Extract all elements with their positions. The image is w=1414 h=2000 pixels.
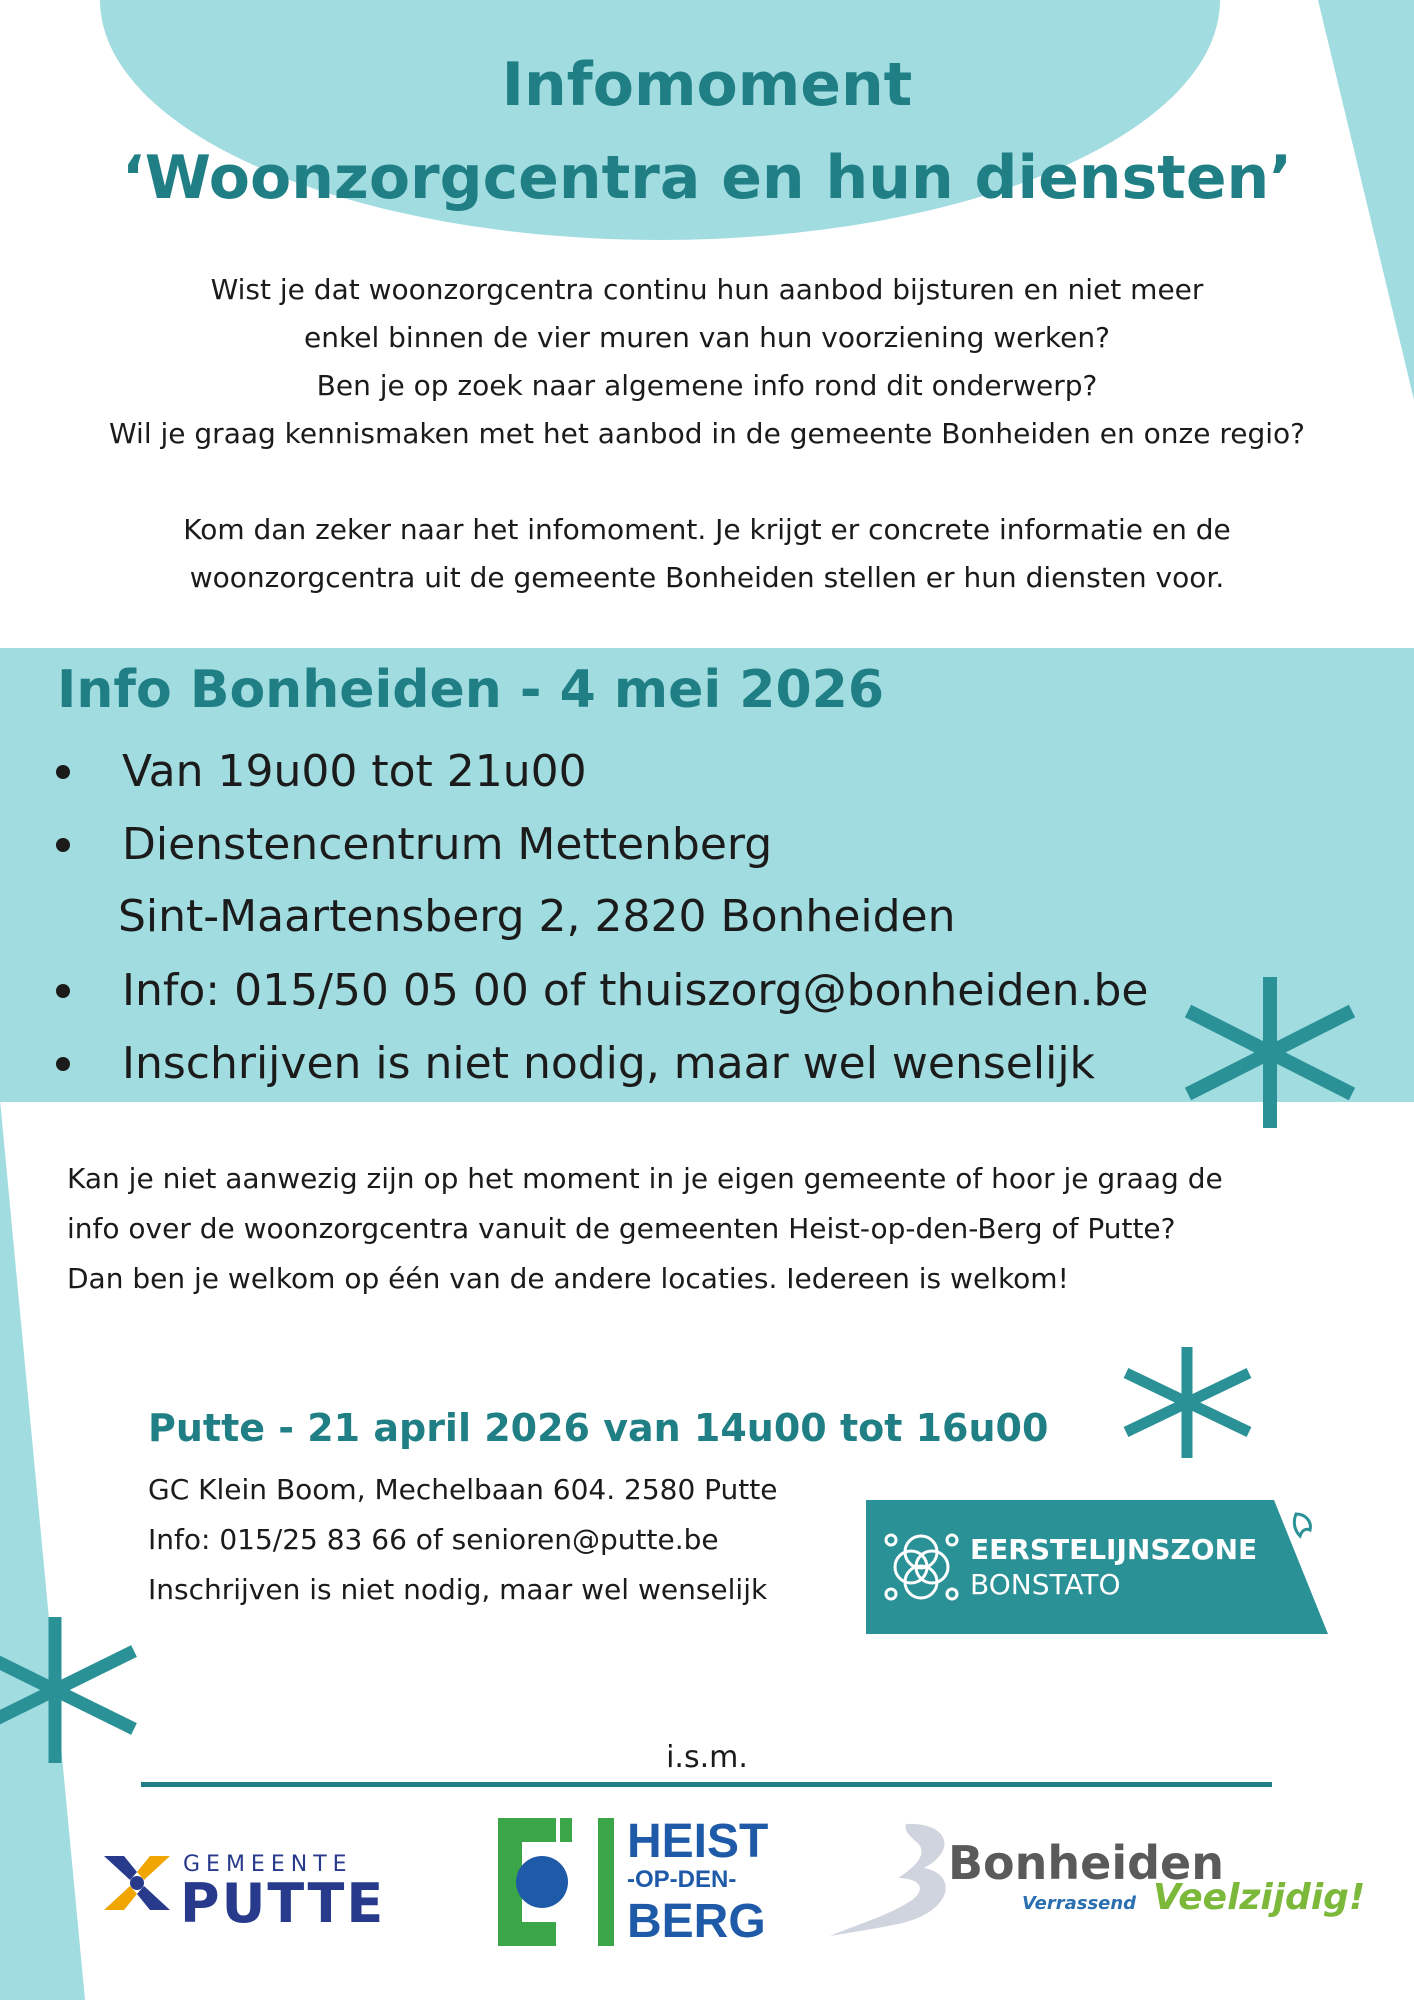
zone-subname: BONSTATO [970, 1568, 1121, 1601]
bonheiden-logo-tag1: Verrassend [1022, 1893, 1137, 1914]
bonheiden-logo-name: Bonheiden [948, 1836, 1224, 1890]
zone-name: EERSTELIJNSZONE [970, 1533, 1258, 1566]
intro-line: Wist je dat woonzorgcentra continu hun aanbod bijsturen en niet meer [210, 273, 1204, 306]
other-locations-line: Kan je niet aanwezig zijn op het moment in je eigen gemeente of hoor je graag de [67, 1162, 1223, 1195]
title-line-1: Infomoment [501, 50, 913, 120]
putte-contact: Info: 015/25 83 66 of senioren@putte.be [148, 1523, 719, 1556]
intro-paragraph [40, 266, 1374, 458]
asterisk-icon [1180, 975, 1360, 1130]
bonheiden-contact: Info: 015/50 05 00 of thuiszorg@bonheiden.be [122, 965, 1149, 1016]
ism-label: i.s.m. [666, 1740, 748, 1775]
title-line-2: ‘Woonzorgcentra en hun diensten’ [121, 143, 1293, 213]
bonheiden-registration: Inschrijven is niet nodig, maar wel wenselijk [122, 1038, 1096, 1089]
asterisk-icon [1120, 1345, 1255, 1460]
invite-line: woonzorgcentra uit de gemeente Bonheiden stellen er hun diensten voor. [189, 561, 1225, 594]
putte-info-title: Putte - 21 april 2026 van 14u00 tot 16u00 [148, 1406, 1049, 1450]
invite-line: Kom dan zeker naar het infomoment. Je krijgt er concrete informatie en de [183, 513, 1231, 546]
other-locations-line: Dan ben je welkom op één van de andere locaties. Iedereen is welkom! [67, 1262, 1069, 1295]
heist-logo-text-3: BERG [627, 1895, 766, 1948]
other-locations-paragraph [67, 1154, 1367, 1304]
eerstelijnszone-banner [866, 1500, 1328, 1634]
intro-line: Wil je graag kennismaken met het aanbod in de gemeente Bonheiden en onze regio? [108, 417, 1306, 450]
bonheiden-venue: Dienstencentrum Mettenberg [122, 819, 773, 870]
intro-line: Ben je op zoek naar algemene info rond dit onderwerp? [316, 369, 1098, 402]
heist-logo-mark-icon [498, 1818, 618, 1946]
footer-divider [141, 1782, 1272, 1787]
putte-logo-text-main: PUTTE [180, 1872, 386, 1935]
invite-paragraph [40, 506, 1374, 602]
bonheiden-logo-tag2: Veelzijdig! [1153, 1877, 1366, 1918]
heist-logo-text-2: -OP-DEN- [627, 1866, 737, 1893]
intro-line: enkel binnen de vier muren van hun voorziening werken? [304, 321, 1110, 354]
putte-logo-mark-icon [104, 1850, 170, 1916]
bullet-dot [56, 765, 70, 779]
bonheiden-address: Sint-Maartensberg 2, 2820 Bonheiden [118, 891, 956, 942]
bullet-dot [56, 1057, 70, 1071]
putte-address: GC Klein Boom, Mechelbaan 604. 2580 Putte [148, 1473, 778, 1506]
bonheiden-time: Van 19u00 tot 21u00 [122, 746, 587, 797]
heist-logo-text-1: HEIST [627, 1815, 769, 1868]
bullet-dot [56, 984, 70, 998]
bullet-dot [56, 838, 70, 852]
putte-registration: Inschrijven is niet nodig, maar wel wenselijk [148, 1573, 768, 1606]
other-locations-line: info over de woonzorgcentra vanuit de gemeenten Heist-op-den-Berg of Putte? [67, 1212, 1176, 1245]
bonheiden-info-title: Info Bonheiden - 4 mei 2026 [57, 660, 884, 720]
putte-logo-text-top: GEMEENTE [183, 1852, 353, 1877]
